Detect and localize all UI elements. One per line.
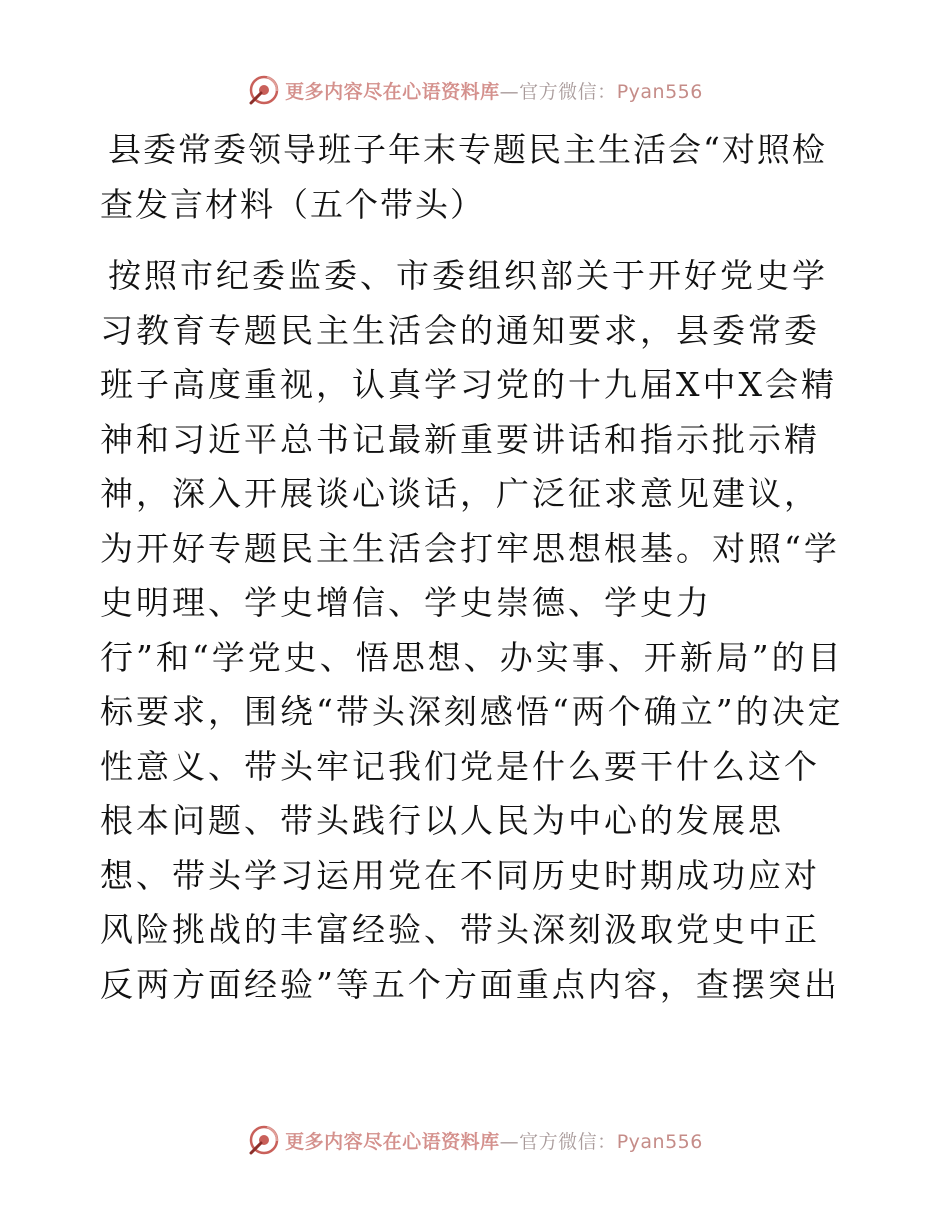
watermark-separator: — [499,1130,520,1153]
watermark-text [285,77,703,104]
watermark-separator: — [499,80,520,103]
header-watermark [0,70,950,110]
watermark-text [285,1127,703,1154]
watermark-handle: Pyan556 [616,1130,703,1153]
document-title: 县委常委领导班子年末专题民主生活会“对照检查发言材料（五个带头） [100,130,827,224]
watermark-wechat-label: 官方微信： [519,1130,617,1153]
pen-nib-logo-icon [247,1123,281,1157]
pen-nib-logo-icon [247,73,281,107]
document-body-paragraph: 按照市纪委监委、市委组织部关于开好党史学习教育专题民主生活会的通知要求，县委常委班子高度重视，认真学习党的十九届X中X会精神和习近平总书记最新重要讲话和指示批示精神，深入开展谈心谈话，广泛征求意见建议，为开好专题民主生活会打牢思想根基。对照“学史明理、学史增信、学史崇德、学史力行”和“学党史、悟思想、办实事、开新局”的目标要求，围绕“带头深刻感悟“两个确立”的决定性意义、带头牢记我们党是什么要干什么这个根本问题、带头践行以人民为中心的发展思想、带头学习运用党在不同历史时期成功应对风险挑战的丰富经验、带头深刻汲取党史中正反两方面经验”等五个方面重点内容，查摆突出 [100,256,844,1004]
watermark-handle: Pyan556 [616,80,703,103]
footer-watermark [0,1120,950,1160]
watermark-main-text: 更多内容尽在心语资料库 [285,1130,500,1153]
watermark-main-text: 更多内容尽在心语资料库 [285,80,500,103]
watermark-wechat-label: 官方微信： [519,80,617,103]
